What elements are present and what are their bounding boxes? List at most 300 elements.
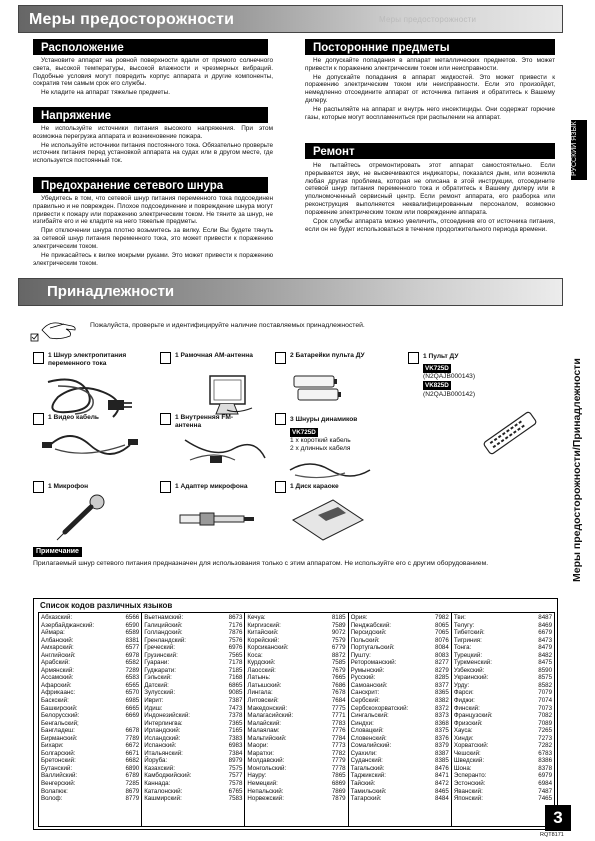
language-row	[247, 682, 345, 690]
language-row	[454, 629, 552, 637]
language-name: Молдавский:	[247, 757, 285, 765]
placement-heading: Расположение	[33, 39, 268, 55]
accessories-title: Принадлежности	[47, 283, 175, 300]
language-name: Голландский:	[144, 629, 183, 637]
karaoke-disc-image	[288, 495, 368, 545]
language-row	[247, 735, 345, 743]
voltage-text	[33, 125, 273, 166]
language-row	[454, 742, 552, 750]
language-name: Ретороманский:	[350, 659, 397, 667]
language-code: 8487	[538, 614, 553, 621]
language-row	[454, 674, 552, 682]
language-row	[454, 652, 552, 660]
language-code: 7378	[228, 712, 243, 720]
language-name: Фризский:	[453, 719, 483, 727]
language-row	[247, 788, 345, 796]
side-section-label: Меры предосторожности/Принадлежности	[571, 358, 583, 582]
language-row	[247, 712, 345, 720]
language-code: 8368	[435, 719, 449, 727]
language-name: Корейский:	[247, 636, 280, 644]
language-code: 7487	[538, 787, 553, 795]
language-row	[144, 659, 242, 667]
language-name: Сомалийский:	[350, 742, 392, 750]
language-code: 7578	[228, 780, 243, 788]
language-code: 6890	[125, 764, 140, 772]
language-name: Армянский:	[41, 666, 75, 674]
language-code: 8381	[125, 636, 140, 644]
language-code: 7577	[228, 772, 243, 780]
item-microphone: 1 Микрофон	[48, 483, 89, 490]
language-code: 6789	[125, 772, 140, 780]
language-row	[247, 637, 345, 645]
language-row	[144, 622, 242, 630]
language-name: Кашмирский:	[144, 795, 182, 803]
speaker-model-badge: VK725D	[292, 429, 316, 436]
language-name: Яванский:	[453, 787, 483, 795]
check-box[interactable]	[33, 481, 44, 493]
language-codes-table	[38, 612, 555, 827]
item-video-cable: 1 Видео кабель	[48, 414, 99, 421]
fm-antenna-image	[180, 430, 270, 475]
language-code: 6984	[538, 780, 553, 788]
language-row	[41, 780, 139, 788]
check-box[interactable]	[160, 413, 171, 425]
language-code: 7565	[228, 651, 243, 659]
language-name: Бихари:	[41, 742, 64, 750]
language-code: 8279	[435, 666, 449, 674]
language-row	[247, 750, 345, 758]
language-row	[41, 757, 139, 765]
placement-para: Установите аппарат на ровной поверхности вдали от прямого солнечного света, высокой температуры, высокой влажности и чрезмерных вибраций. Подобные условия могут повредить корпус аппарата и другие компоненты, сократив тем самым срок его службы.	[33, 57, 273, 88]
language-column	[452, 613, 554, 826]
language-code: 7771	[331, 712, 346, 720]
language-name: Македонский:	[247, 704, 288, 712]
repair-para: Не пытайтесь отремонтировать этот аппарат самостоятельно. Если прерывается звук, не высвечиваются индикаторы, показался дым, или возникла любая другая проблема, которая не описана в этой инструкции, отсоедините сетевой шнур питания переменного тока и обратитесь к Вашему дилеру или в уполномоченный сервисный центр. Если ремонт аппарата, его разборка или реконструкция выполняется неквалифицированным персоналом, возможно поражение электрическим током или повреждение аппарата.	[305, 162, 555, 216]
language-name: Гуджарати:	[144, 666, 176, 674]
language-row	[351, 637, 449, 645]
language-name: Бангладеш:	[41, 727, 75, 735]
foreign-para: Не распыляйте на аппарат и внутрь него инсектициды. Они содержат горючие газы, которые могут воспламениться при распылении на аппарат.	[305, 105, 555, 121]
language-name: Санскрит:	[350, 689, 380, 697]
language-row	[351, 682, 449, 690]
language-row	[351, 644, 449, 652]
language-codes-box	[33, 598, 558, 830]
language-row	[351, 720, 449, 728]
language-name: Корсиканский:	[247, 644, 289, 652]
language-code: 7783	[331, 719, 346, 727]
speaker-cables-details	[290, 428, 351, 454]
cord-para: Не прикасайтесь к вилке мокрыми руками. Это может привести к поражению электрическим током.	[33, 251, 273, 267]
language-row	[454, 727, 552, 735]
language-code: 7074	[538, 697, 553, 705]
language-code: 7576	[228, 636, 243, 644]
language-row	[41, 689, 139, 697]
language-name: Тонга:	[453, 644, 472, 652]
language-row	[454, 705, 552, 713]
language-code: 8376	[435, 734, 449, 742]
language-name: Афарский:	[41, 681, 72, 689]
language-code: 8465	[435, 787, 449, 795]
language-name: Чешский:	[453, 749, 481, 757]
language-code: 7775	[331, 704, 346, 712]
language-row	[351, 727, 449, 735]
language-name: Сербский:	[350, 697, 380, 705]
language-row	[144, 629, 242, 637]
language-row	[351, 780, 449, 788]
language-row	[351, 689, 449, 697]
language-code: 8473	[538, 636, 553, 644]
language-row	[351, 772, 449, 780]
language-name: Шведский:	[453, 757, 485, 765]
language-name: Татарский:	[350, 795, 382, 803]
language-name: Киргизский:	[247, 621, 281, 629]
language-row	[41, 622, 139, 630]
language-row	[144, 742, 242, 750]
language-code: 6678	[125, 727, 140, 735]
language-code: 8590	[538, 666, 553, 674]
language-code: 8379	[435, 742, 449, 750]
language-name: Африкаанс:	[41, 689, 76, 697]
language-row	[247, 795, 345, 803]
language-row	[454, 697, 552, 705]
language-name: Галицийский:	[144, 621, 183, 629]
language-name: Турецкий:	[453, 651, 483, 659]
language-row	[41, 772, 139, 780]
language-name: Аймара:	[41, 629, 65, 637]
language-code: 8469	[538, 621, 553, 629]
accessories-intro: Пожалуйста, проверьте и идентифицируйте наличие поставляемых принадлежностей.	[90, 322, 365, 329]
language-code: 7678	[331, 689, 346, 697]
language-name: Урду:	[453, 681, 470, 689]
language-row	[41, 659, 139, 667]
language-row	[247, 757, 345, 765]
language-code: 8277	[435, 659, 449, 667]
language-row	[41, 614, 139, 622]
language-name: Каннада:	[144, 780, 171, 788]
language-name: Таджикский:	[350, 772, 386, 780]
language-code: 8375	[435, 727, 449, 735]
language-column	[142, 613, 245, 826]
language-name: Азербайджанский:	[41, 621, 95, 629]
language-code: 8679	[125, 787, 140, 795]
language-row	[454, 765, 552, 773]
language-name: Тамильский:	[350, 787, 387, 795]
cord-para: Убедитесь в том, что сетевой шнур питания переменного тока подсоединен правильно и не поврежден. Плохое подсоединение и повреждение шнура могут привести к пожару или поражению электрическим током. Не тяните за шнур, не изгибайте его и не кладите на него тяжелые предметы.	[33, 195, 273, 226]
language-row	[351, 652, 449, 660]
language-row	[351, 757, 449, 765]
language-row	[41, 712, 139, 720]
language-name: Лингала:	[247, 689, 273, 697]
document-code: RQT8171	[540, 832, 564, 838]
language-name: Хауса:	[453, 727, 473, 735]
language-row	[41, 629, 139, 637]
language-code: 8185	[331, 614, 346, 621]
language-row	[247, 689, 345, 697]
language-row	[247, 644, 345, 652]
language-row	[41, 637, 139, 645]
speaker-cables-image	[285, 455, 385, 485]
check-box[interactable]	[33, 413, 44, 425]
batteries-image	[288, 368, 348, 406]
language-name: Гренландский:	[144, 636, 187, 644]
language-row	[351, 765, 449, 773]
language-row	[41, 667, 139, 675]
check-box[interactable]	[275, 413, 286, 425]
language-name: Бутанский:	[41, 764, 73, 772]
language-code: 7176	[228, 621, 243, 629]
item-fm-antenna: 1 Внутренняя FM-антенна	[175, 414, 234, 429]
language-code: 7876	[228, 629, 243, 637]
language-name: Ирландский:	[144, 727, 181, 735]
language-code: 7684	[331, 697, 346, 705]
language-row	[41, 644, 139, 652]
language-row	[41, 705, 139, 713]
language-name: Идиш:	[144, 704, 163, 712]
language-name: Баскский:	[41, 697, 69, 705]
language-name: Гэльский:	[144, 674, 172, 682]
accessories-banner	[18, 278, 563, 306]
language-name: Казахский:	[144, 764, 175, 772]
page-title: Меры предосторожности	[29, 11, 235, 28]
language-name: Вьетнамский:	[144, 614, 184, 621]
language-name: Шона:	[453, 764, 472, 772]
note-badge: Примечание	[33, 547, 82, 557]
language-code: 8484	[435, 795, 449, 803]
language-code: 8482	[538, 651, 553, 659]
language-code: 8377	[435, 681, 449, 689]
language-name: Йоруба:	[144, 757, 168, 765]
language-name: Самоанский:	[350, 681, 388, 689]
language-name: Пушту:	[350, 651, 371, 659]
check-box[interactable]	[275, 352, 286, 364]
language-code: 6582	[125, 659, 140, 667]
check-box[interactable]	[275, 481, 286, 493]
language-name: Пенджабский:	[350, 621, 392, 629]
language-name: Тагальский:	[350, 764, 385, 772]
language-row	[454, 720, 552, 728]
language-name: Польский:	[350, 636, 380, 644]
language-name: Мальтийский:	[247, 734, 287, 742]
page-number: 3	[545, 805, 571, 831]
language-name: Датский:	[144, 681, 169, 689]
language-row	[41, 682, 139, 690]
language-name: Фиджи:	[453, 697, 475, 705]
language-code: 9085	[228, 689, 243, 697]
language-row	[247, 667, 345, 675]
language-code: 6672	[125, 742, 140, 750]
language-code: 6765	[228, 787, 243, 795]
language-code: 7579	[331, 636, 346, 644]
check-box[interactable]	[33, 352, 44, 364]
language-row	[247, 705, 345, 713]
video-cable-image	[40, 425, 150, 465]
language-name: Японский:	[453, 795, 483, 803]
language-name: Венгерский:	[41, 780, 76, 788]
language-code: 7686	[331, 681, 346, 689]
language-name: Зулусский:	[144, 689, 176, 697]
foreign-para: Не допускайте попадания в аппарат жидкостей. Это может привести к поражению электрическим током или неисправности. Если это произойдет, немедленно отсоедините аппарат от источника питания и обратитесь к Вашему дилеру.	[305, 73, 555, 105]
item-speaker-cables: 3 Шнуры динамиков	[290, 416, 358, 423]
language-code: 7778	[331, 764, 346, 772]
language-row	[351, 614, 449, 622]
language-code: 7178	[228, 659, 243, 667]
placement-text	[33, 57, 273, 98]
language-name: Сербскохорватский:	[350, 704, 409, 712]
language-row	[247, 697, 345, 705]
repair-text	[305, 162, 555, 234]
language-name: Английский:	[41, 651, 76, 659]
language-row	[144, 637, 242, 645]
language-name: Исландский:	[144, 734, 181, 742]
language-code: 7073	[538, 704, 553, 712]
language-code: 7365	[228, 719, 243, 727]
language-name: Испанский:	[144, 742, 177, 750]
language-code: 6983	[228, 742, 243, 750]
language-row	[351, 788, 449, 796]
language-code: 7065	[435, 629, 449, 637]
language-name: Эсперанто:	[453, 772, 487, 780]
language-name: Башкирский:	[41, 704, 78, 712]
language-row	[351, 697, 449, 705]
language-row	[247, 622, 345, 630]
repair-heading: Ремонт	[305, 143, 555, 159]
language-name: Туркменский:	[453, 659, 492, 667]
language-name: Тибетский:	[453, 629, 485, 637]
language-name: Волоф:	[41, 795, 63, 803]
language-code: 7185	[228, 666, 243, 674]
language-name: Эстонский:	[453, 780, 486, 788]
note-text: Прилагаемый шнур сетевого питания предназначен для использования только с этим аппаратом. Не используйте его с другим оборудованием.	[33, 560, 489, 567]
language-name: Румынский:	[350, 666, 385, 674]
language-name: Узбекский:	[453, 666, 485, 674]
language-code: 7079	[538, 689, 553, 697]
language-row	[144, 712, 242, 720]
language-name: Коса:	[247, 651, 263, 659]
language-row	[41, 735, 139, 743]
language-row	[351, 667, 449, 675]
language-name: Малагасийский:	[247, 712, 294, 720]
language-code: 8475	[538, 659, 553, 667]
checklist-hand-icon	[30, 318, 80, 344]
language-name: Курдский:	[247, 659, 276, 667]
language-name: Китайский:	[247, 629, 279, 637]
microphone-image	[55, 492, 115, 542]
cord-heading: Предохранение сетевого шнура	[33, 177, 268, 193]
language-row	[144, 705, 242, 713]
language-code: 8076	[435, 636, 449, 644]
item-am-antenna: 1 Рамочная АМ-антенна	[175, 352, 253, 359]
language-row	[454, 712, 552, 720]
language-code: 8373	[435, 712, 449, 720]
language-row	[351, 622, 449, 630]
language-code: 8476	[435, 764, 449, 772]
language-name: Словенский:	[350, 734, 387, 742]
language-name: Тви:	[453, 614, 466, 621]
item-batteries: 2 Батарейки пульта ДУ	[290, 352, 365, 359]
language-code: 6682	[125, 757, 140, 765]
check-box[interactable]	[408, 352, 419, 364]
language-row	[144, 614, 242, 622]
item-mic-adapter: 1 Адаптер микрофона	[175, 483, 248, 490]
language-row	[454, 795, 552, 803]
language-row	[351, 705, 449, 713]
language-row	[144, 735, 242, 743]
language-row	[144, 757, 242, 765]
item-remote: 1 Пульт ДУ	[423, 353, 459, 360]
language-code: 7773	[331, 742, 346, 750]
voltage-para: Не используйте источники питания постоянного тока. Обязательно проверьте источник питания перед установкой аппарата на судах или в другом месте, где используется постоянный ток.	[33, 141, 273, 165]
check-box[interactable]	[160, 481, 171, 493]
language-name: Немецкий:	[247, 780, 278, 788]
language-name: Малаялам:	[247, 727, 280, 735]
remote-model-badge: VK725D	[425, 365, 449, 372]
speaker-cable-short: 1 х короткий кабель	[290, 437, 351, 445]
language-name: Сингальский:	[350, 712, 389, 720]
language-code: 6583	[125, 674, 140, 682]
language-row	[144, 727, 242, 735]
language-row	[144, 788, 242, 796]
language-code: 7089	[538, 719, 553, 727]
remote-model-code: (N2QAJB000142)	[423, 390, 476, 398]
mic-adapter-image	[178, 508, 258, 530]
language-name: Малайский:	[247, 719, 282, 727]
language-row	[454, 788, 552, 796]
language-row	[247, 727, 345, 735]
title-ghost: Меры предосторожности	[379, 15, 477, 24]
remote-model-badge: VK825D	[425, 382, 449, 390]
language-row	[351, 674, 449, 682]
check-box[interactable]	[160, 352, 171, 364]
language-tab: РУССКИЙ ЯЗЫК	[571, 120, 587, 180]
language-code: 8479	[538, 644, 553, 652]
language-name: Русский:	[350, 674, 376, 682]
language-name: Бирманский:	[41, 734, 78, 742]
language-name: Маратхи:	[247, 749, 274, 757]
language-code: 8382	[435, 697, 449, 705]
language-code: 6869	[331, 780, 346, 788]
language-row	[144, 772, 242, 780]
language-code: 8385	[435, 757, 449, 765]
language-code: 6589	[125, 629, 140, 637]
language-name: Гуарани:	[144, 659, 170, 667]
language-row	[41, 750, 139, 758]
language-name: Украинский:	[453, 674, 489, 682]
language-code: 6570	[125, 689, 140, 697]
language-name: Белорусский:	[41, 712, 80, 720]
language-code: 8365	[435, 689, 449, 697]
language-name: Хинди:	[453, 734, 474, 742]
language-name: Латышский:	[247, 681, 282, 689]
language-code: 7289	[125, 666, 140, 674]
language-row	[41, 765, 139, 773]
language-code: 7165	[228, 727, 243, 735]
language-name: Фарси:	[453, 689, 474, 697]
language-code: 8979	[228, 757, 243, 765]
language-row	[247, 765, 345, 773]
language-name: Телугу:	[453, 621, 475, 629]
language-name: Ассамский:	[41, 674, 74, 682]
language-name: Бенгальский;	[41, 719, 79, 727]
language-row	[351, 742, 449, 750]
language-name: Финский:	[453, 704, 480, 712]
language-code: 6978	[125, 651, 140, 659]
language-row	[454, 750, 552, 758]
language-code: 7168	[228, 674, 243, 682]
language-code: 7879	[331, 795, 346, 803]
cord-text	[33, 195, 273, 268]
language-name: Монгольский:	[247, 764, 287, 772]
foreign-objects-text	[305, 57, 555, 123]
